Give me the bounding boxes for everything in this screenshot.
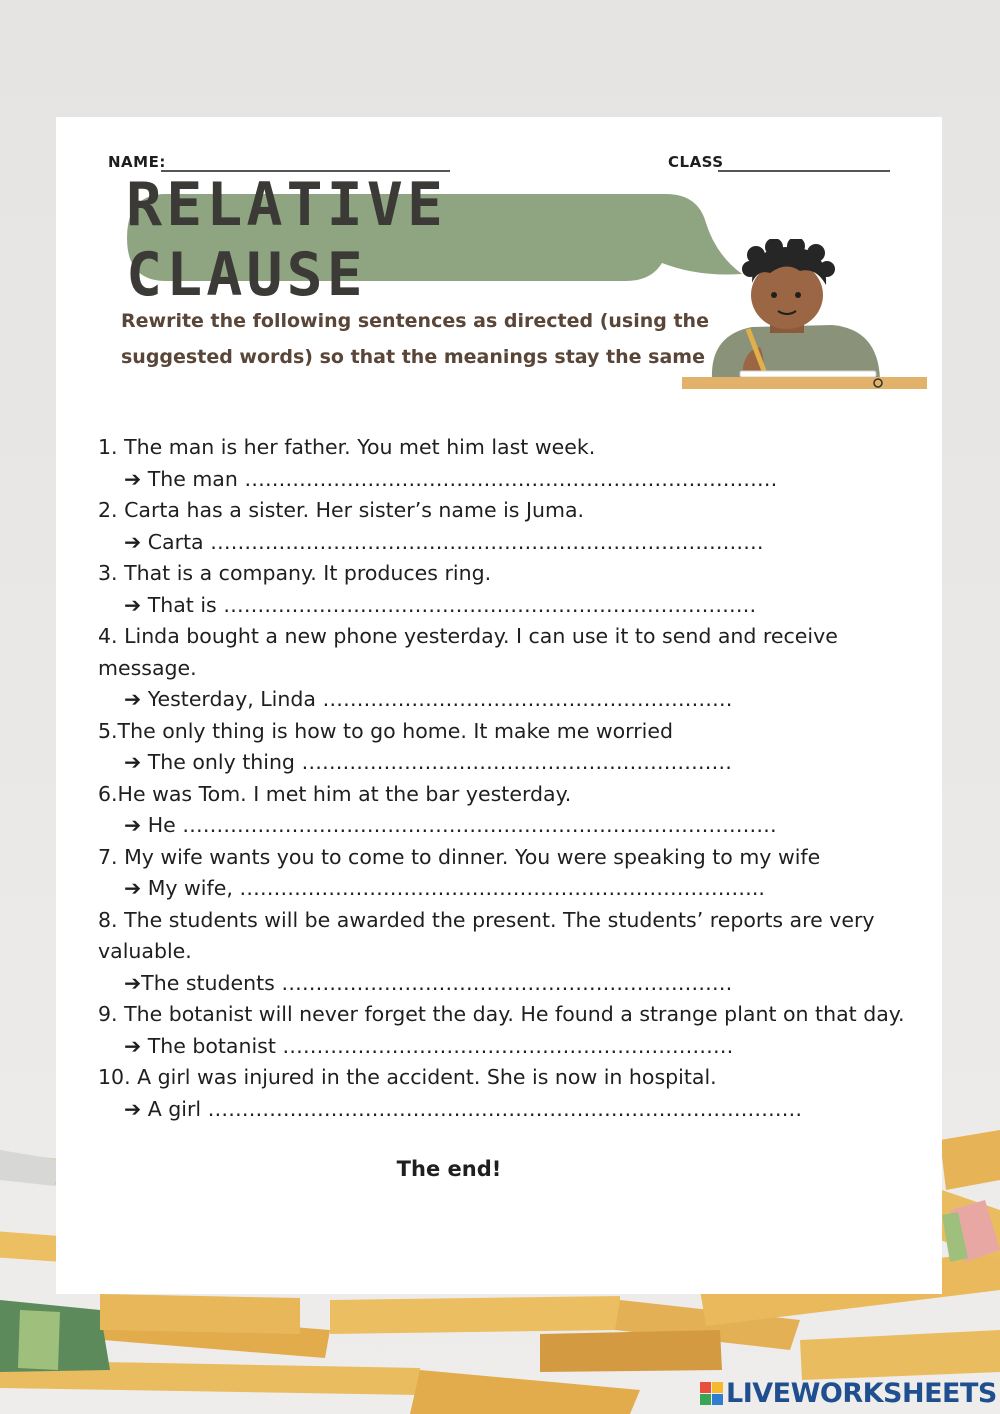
watermark-text: LIVEWORKSHEETS: [726, 1378, 997, 1409]
question-prompt: 6.He was Tom. I met him at the bar yesterday.: [98, 781, 572, 806]
question-prompt: 1. The man is her father. You met him last week.: [98, 435, 596, 459]
answer-line[interactable]: ➔ The botanist …………………………………………………………: [124, 1033, 734, 1058]
student-writing-illustration: [682, 239, 932, 399]
class-label: CLASS: [668, 153, 724, 171]
answer-line[interactable]: ➔ He ……………………………………………………………………………: [124, 813, 777, 837]
answer-line[interactable]: ➔ That is ……………………………………………………………………: [124, 592, 757, 617]
instruction-line-1: Rewrite the following sentences as directed (using the: [121, 310, 709, 332]
question-prompt: 10. A girl was injured in the accident. She is now in hospital.: [98, 1065, 717, 1089]
answer-line[interactable]: ➔The students …………………………………………………………: [124, 970, 733, 995]
answer-line[interactable]: ➔ Yesterday, Linda ……………………………………………………: [124, 687, 733, 711]
question-prompt: 3. That is a company. It produces ring.: [98, 561, 492, 585]
question-prompt: 5.The only thing is how to go home. It make me worried: [98, 718, 673, 743]
question-list: [98, 432, 918, 1125]
question-prompt: 7. My wife wants you to come to dinner. You were speaking to my wife: [98, 844, 821, 869]
answer-line[interactable]: ➔ My wife, …………………………………………………………………..: [124, 876, 765, 900]
instruction-line-2: suggested words) so that the meanings stay the same: [121, 346, 705, 368]
instructions: [121, 303, 711, 375]
question-prompt: 8. The students will be awarded the present. The students’ reports are very valuable.: [98, 907, 875, 963]
answer-line[interactable]: ➔ A girl ……………………………………………………………………………: [124, 1096, 803, 1121]
liveworksheets-watermark: [700, 1378, 997, 1409]
liveworksheets-logo-icon: [700, 1382, 724, 1406]
answer-line[interactable]: ➔ The only thing ………………………………………………………: [124, 750, 732, 774]
name-label: NAME:: [108, 153, 166, 171]
answer-line[interactable]: ➔ The man ……………………………………………………………………: [124, 466, 778, 491]
end-text: The end!: [396, 1157, 502, 1181]
worksheet-title: RELATIVE CLAUSE: [126, 170, 447, 310]
answer-line[interactable]: ➔ Carta ………………………………………………………………………: [124, 529, 764, 554]
question-prompt: 2. Carta has a sister. Her sister’s name is Juma.: [98, 498, 585, 522]
worksheet-page: [56, 117, 942, 1294]
question-prompt: 9. The botanist will never forget the day. He found a strange plant on that day.: [98, 1002, 905, 1026]
question-prompt: 4. Linda bought a new phone yesterday. I can use it to send and receive message.: [98, 624, 838, 680]
class-field[interactable]: [718, 170, 890, 172]
